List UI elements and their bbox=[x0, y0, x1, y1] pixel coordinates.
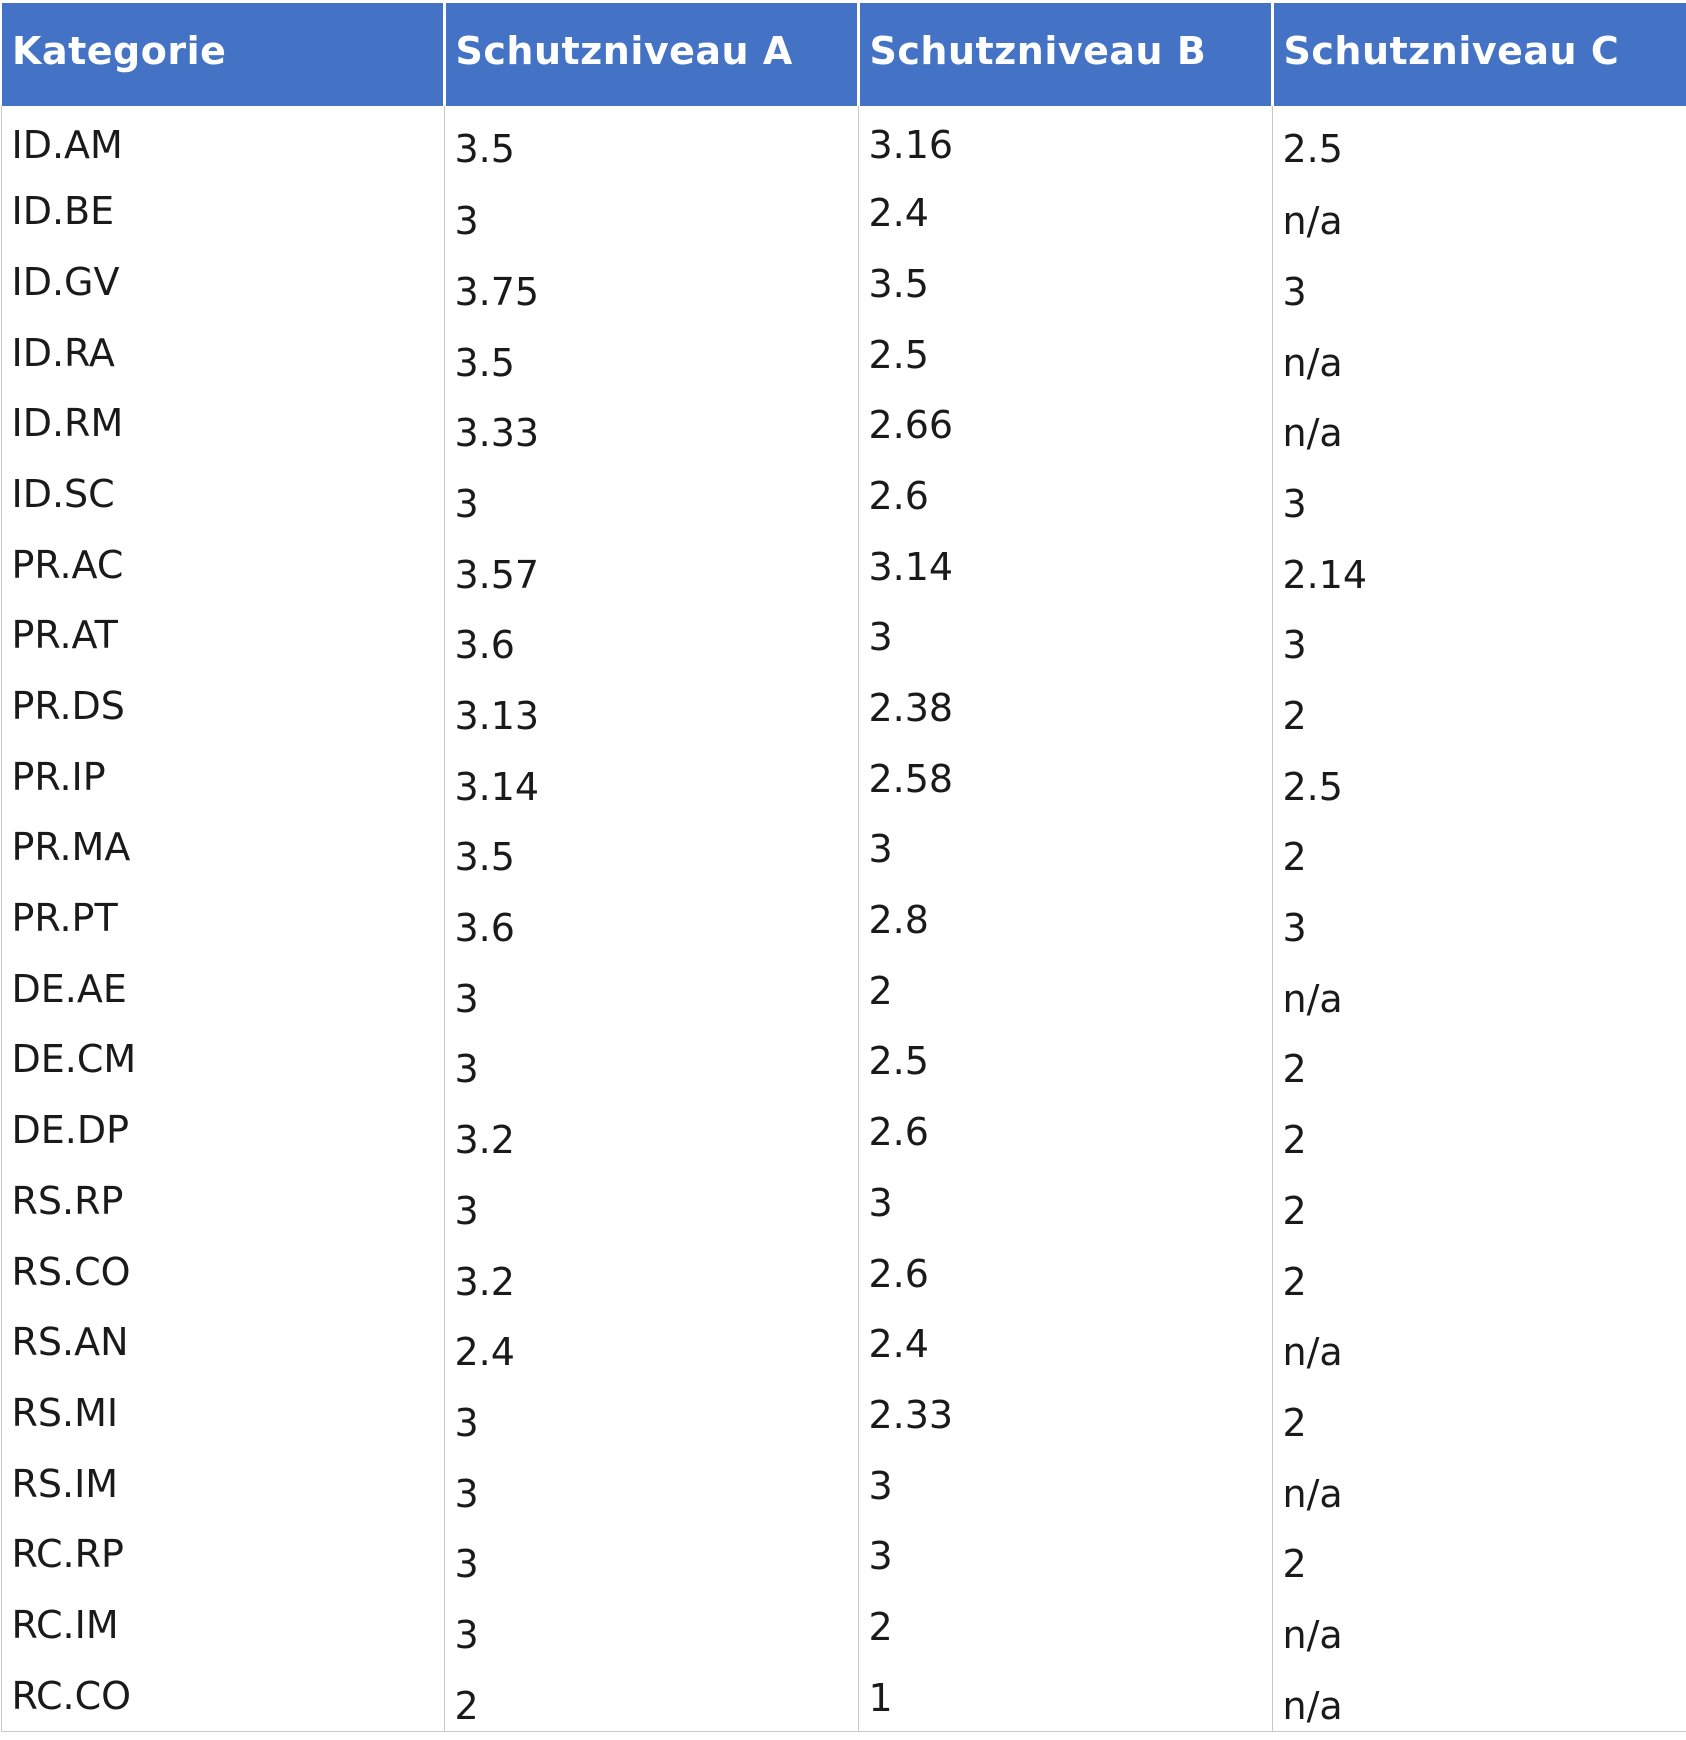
cell-schutzniveau-b: 2 bbox=[858, 954, 1272, 1025]
cell-schutzniveau-a: 3.14 bbox=[444, 742, 858, 813]
cell-kategorie: PR.DS bbox=[1, 671, 444, 742]
table-row bbox=[1, 1166, 1686, 1237]
cell-kategorie: PR.MA bbox=[1, 812, 444, 883]
cell-schutzniveau-c: n/a bbox=[1272, 318, 1686, 389]
cell-schutzniveau-c: n/a bbox=[1272, 1661, 1686, 1732]
table-body bbox=[1, 106, 1686, 1732]
table-row bbox=[1, 530, 1686, 601]
table-row bbox=[1, 1378, 1686, 1449]
cell-schutzniveau-a: 3 bbox=[444, 954, 858, 1025]
cell-kategorie: RC.RP bbox=[1, 1519, 444, 1590]
cell-schutzniveau-a: 3.2 bbox=[444, 1095, 858, 1166]
cell-kategorie: RS.MI bbox=[1, 1378, 444, 1449]
cell-schutzniveau-b: 2.66 bbox=[858, 388, 1272, 459]
table-row bbox=[1, 1449, 1686, 1520]
cell-schutzniveau-a: 2 bbox=[444, 1661, 858, 1732]
cell-schutzniveau-c: 3 bbox=[1272, 459, 1686, 530]
cell-schutzniveau-b: 2.6 bbox=[858, 459, 1272, 530]
header-schutzniveau-b: Schutzniveau B bbox=[858, 2, 1272, 106]
cell-kategorie: ID.SC bbox=[1, 459, 444, 530]
cell-schutzniveau-c: 3 bbox=[1272, 883, 1686, 954]
cell-schutzniveau-a: 3.2 bbox=[444, 1237, 858, 1308]
cell-schutzniveau-b: 3.5 bbox=[858, 247, 1272, 318]
cell-schutzniveau-b: 3 bbox=[858, 600, 1272, 671]
cell-schutzniveau-a: 3.75 bbox=[444, 247, 858, 318]
cell-schutzniveau-c: 2.5 bbox=[1272, 742, 1686, 813]
cell-schutzniveau-c: n/a bbox=[1272, 388, 1686, 459]
cell-kategorie: RS.RP bbox=[1, 1166, 444, 1237]
table-row bbox=[1, 459, 1686, 530]
cell-schutzniveau-c: n/a bbox=[1272, 954, 1686, 1025]
cell-kategorie: PR.PT bbox=[1, 883, 444, 954]
cell-schutzniveau-b: 1 bbox=[858, 1661, 1272, 1732]
cell-schutzniveau-b: 2.5 bbox=[858, 318, 1272, 389]
table-row bbox=[1, 883, 1686, 954]
cell-schutzniveau-a: 3 bbox=[444, 1590, 858, 1661]
cell-schutzniveau-b: 2.6 bbox=[858, 1237, 1272, 1308]
cell-schutzniveau-b: 3.16 bbox=[858, 106, 1272, 177]
cell-schutzniveau-b: 2.6 bbox=[858, 1095, 1272, 1166]
table-row bbox=[1, 388, 1686, 459]
cell-schutzniveau-a: 3 bbox=[444, 459, 858, 530]
cell-kategorie: ID.BE bbox=[1, 176, 444, 247]
header-schutzniveau-a: Schutzniveau A bbox=[444, 2, 858, 106]
cell-schutzniveau-a: 3.5 bbox=[444, 318, 858, 389]
cell-kategorie: ID.AM bbox=[1, 106, 444, 177]
cell-schutzniveau-b: 3.14 bbox=[858, 530, 1272, 601]
cell-schutzniveau-a: 3.13 bbox=[444, 671, 858, 742]
cell-schutzniveau-c: n/a bbox=[1272, 1449, 1686, 1520]
table-row bbox=[1, 106, 1686, 177]
cell-schutzniveau-a: 3 bbox=[444, 1024, 858, 1095]
cell-schutzniveau-c: n/a bbox=[1272, 176, 1686, 247]
cell-schutzniveau-c: 2 bbox=[1272, 1095, 1686, 1166]
cell-schutzniveau-a: 3 bbox=[444, 1166, 858, 1237]
table-row bbox=[1, 318, 1686, 389]
header-kategorie: Kategorie bbox=[1, 2, 444, 106]
cell-schutzniveau-b: 2.8 bbox=[858, 883, 1272, 954]
cell-kategorie: RC.CO bbox=[1, 1661, 444, 1732]
table-row bbox=[1, 1661, 1686, 1732]
cell-schutzniveau-a: 3.5 bbox=[444, 106, 858, 177]
cell-schutzniveau-b: 3 bbox=[858, 1449, 1272, 1520]
header-schutzniveau-c: Schutzniveau C bbox=[1272, 2, 1686, 106]
cell-schutzniveau-c: 2 bbox=[1272, 1378, 1686, 1449]
cell-kategorie: RS.CO bbox=[1, 1237, 444, 1308]
cell-schutzniveau-a: 3 bbox=[444, 176, 858, 247]
cell-kategorie: RS.AN bbox=[1, 1307, 444, 1378]
cell-schutzniveau-c: 2 bbox=[1272, 1237, 1686, 1308]
cell-schutzniveau-b: 3 bbox=[858, 812, 1272, 883]
cell-schutzniveau-c: 2 bbox=[1272, 1166, 1686, 1237]
table-row bbox=[1, 1024, 1686, 1095]
cell-schutzniveau-b: 2.38 bbox=[858, 671, 1272, 742]
cell-kategorie: DE.DP bbox=[1, 1095, 444, 1166]
cell-schutzniveau-b: 2.33 bbox=[858, 1378, 1272, 1449]
table-row bbox=[1, 600, 1686, 671]
table-row bbox=[1, 1590, 1686, 1661]
table-row bbox=[1, 247, 1686, 318]
cell-schutzniveau-c: 2 bbox=[1272, 1519, 1686, 1590]
cell-kategorie: DE.CM bbox=[1, 1024, 444, 1095]
cell-schutzniveau-b: 2.5 bbox=[858, 1024, 1272, 1095]
cell-schutzniveau-b: 2.4 bbox=[858, 176, 1272, 247]
cell-schutzniveau-a: 3 bbox=[444, 1378, 858, 1449]
cell-schutzniveau-a: 3 bbox=[444, 1519, 858, 1590]
table-row bbox=[1, 1095, 1686, 1166]
cell-schutzniveau-a: 3.6 bbox=[444, 883, 858, 954]
table-row bbox=[1, 742, 1686, 813]
cell-schutzniveau-a: 3.6 bbox=[444, 600, 858, 671]
cell-kategorie: ID.GV bbox=[1, 247, 444, 318]
cell-schutzniveau-c: 2 bbox=[1272, 671, 1686, 742]
cell-kategorie: RC.IM bbox=[1, 1590, 444, 1661]
cell-kategorie: DE.AE bbox=[1, 954, 444, 1025]
cell-schutzniveau-c: 2 bbox=[1272, 1024, 1686, 1095]
cell-schutzniveau-c: 2 bbox=[1272, 812, 1686, 883]
cell-schutzniveau-c: 2.5 bbox=[1272, 106, 1686, 177]
table-row bbox=[1, 1519, 1686, 1590]
cell-schutzniveau-a: 3.57 bbox=[444, 530, 858, 601]
cell-schutzniveau-b: 2.58 bbox=[858, 742, 1272, 813]
cell-kategorie: PR.AT bbox=[1, 600, 444, 671]
cell-schutzniveau-a: 2.4 bbox=[444, 1307, 858, 1378]
header-row bbox=[1, 2, 1686, 106]
table-row bbox=[1, 812, 1686, 883]
cell-kategorie: PR.AC bbox=[1, 530, 444, 601]
cell-schutzniveau-c: 2.14 bbox=[1272, 530, 1686, 601]
cell-schutzniveau-b: 3 bbox=[858, 1166, 1272, 1237]
cell-schutzniveau-b: 2.4 bbox=[858, 1307, 1272, 1378]
table-row bbox=[1, 954, 1686, 1025]
cell-schutzniveau-a: 3 bbox=[444, 1449, 858, 1520]
cell-schutzniveau-c: 3 bbox=[1272, 247, 1686, 318]
cell-kategorie: RS.IM bbox=[1, 1449, 444, 1520]
cell-schutzniveau-a: 3.33 bbox=[444, 388, 858, 459]
table-row bbox=[1, 671, 1686, 742]
cell-schutzniveau-c: n/a bbox=[1272, 1307, 1686, 1378]
cell-schutzniveau-a: 3.5 bbox=[444, 812, 858, 883]
table-header bbox=[1, 2, 1686, 106]
table-row bbox=[1, 176, 1686, 247]
cell-kategorie: ID.RM bbox=[1, 388, 444, 459]
cell-schutzniveau-c: n/a bbox=[1272, 1590, 1686, 1661]
cell-kategorie: PR.IP bbox=[1, 742, 444, 813]
table-row bbox=[1, 1237, 1686, 1308]
cell-schutzniveau-b: 3 bbox=[858, 1519, 1272, 1590]
cell-schutzniveau-c: 3 bbox=[1272, 600, 1686, 671]
cell-kategorie: ID.RA bbox=[1, 318, 444, 389]
table-row bbox=[1, 1307, 1686, 1378]
cell-schutzniveau-b: 2 bbox=[858, 1590, 1272, 1661]
